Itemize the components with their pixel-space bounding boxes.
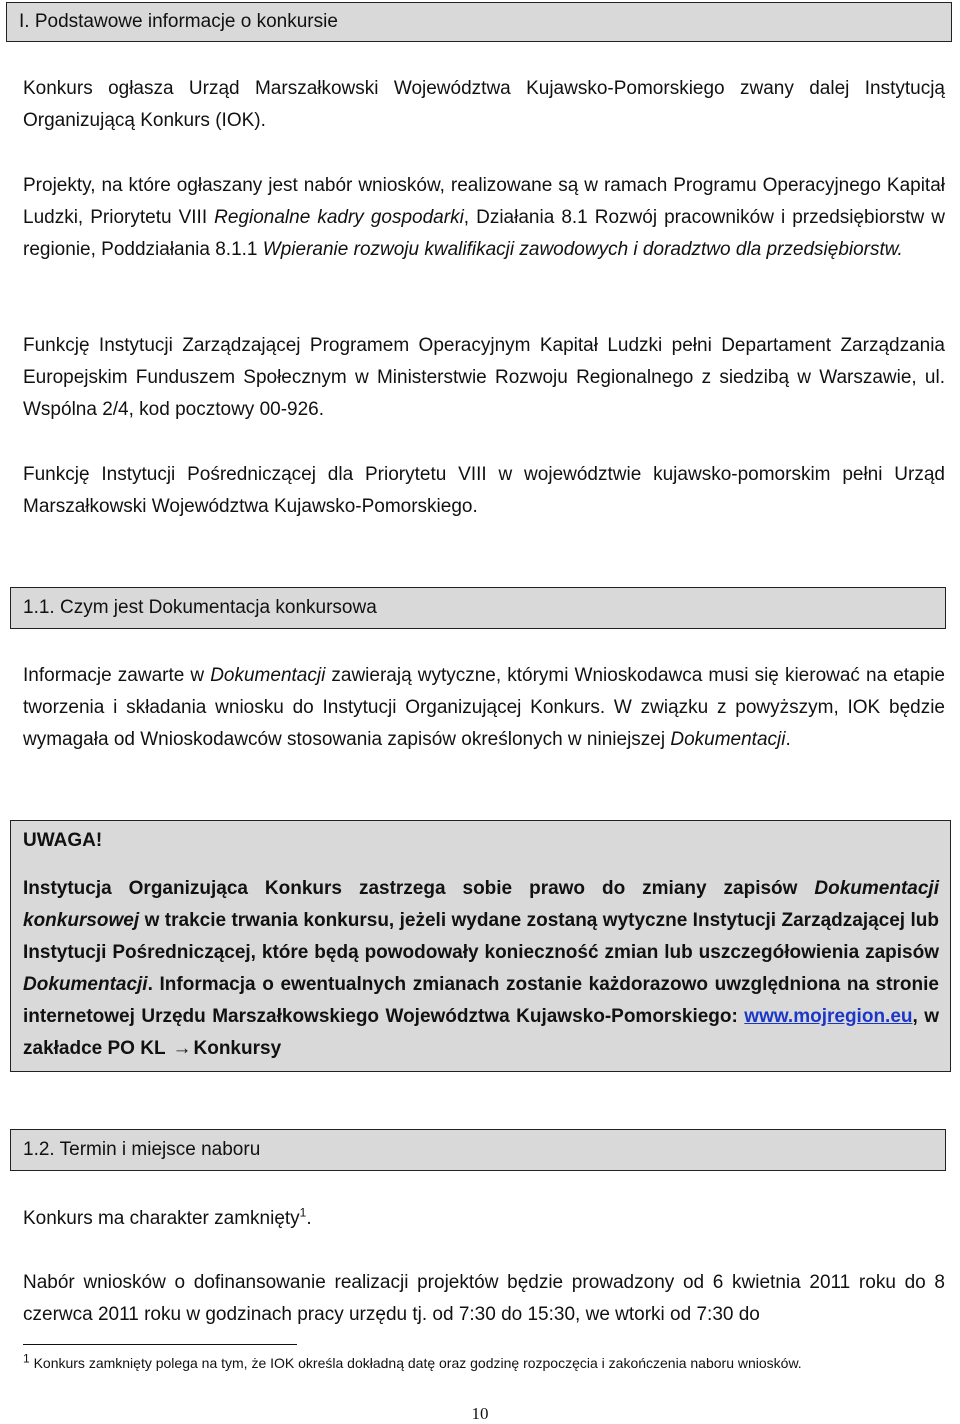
priority-name: Regionalne kadry gospodarki: [214, 207, 464, 228]
doc-italic-2: Dokumentacji: [670, 729, 786, 750]
paragraph-program: [23, 170, 945, 266]
doc-text-2: zawierają wytyczne, którymi Wnioskodawca musi się kierować na etapie tworzenia i składania wniosku do Instytucji Organizującej Konkurs. W związku z powyższym, IOK będzie wymagała od Wnioskodawców stosowania zapisów określonych w niniejszej: [23, 665, 945, 750]
warning-title: UWAGA!: [23, 830, 103, 851]
charakter-end: .: [306, 1208, 312, 1229]
warning-text-1: Instytucja Organizująca Konkurs zastrzega sobie prawo do zmiany zapisów: [23, 878, 815, 899]
warning-box: [10, 820, 951, 1072]
doc-text-1: Informacje zawarte w: [23, 665, 211, 686]
footnote-ref[interactable]: 1: [299, 1205, 307, 1220]
footnote-number: 1: [23, 1351, 30, 1366]
page-number: 10: [471, 1404, 489, 1423]
paragraph-dokumentacja: [23, 660, 945, 756]
section-header-dokumentacja: [10, 587, 946, 629]
subaction-name: Wpieranie rozwoju kwalifikacji zawodowych i doradztwo dla przedsiębiorstw.: [262, 239, 903, 260]
warning-body: [23, 873, 939, 1065]
warning-text-5: Konkursy: [193, 1038, 282, 1059]
paragraph-instytucja-zarzadzajaca: Funkcję Instytucji Zarządzającej Programem Operacyjnym Kapitał Ludzki pełni Departament Zarządzania Europejskim Funduszem Społecznym w Ministerstwie Rozwoju Regionalnego z siedzibą w Warszawie, ul. Wspólna 2/4, kod pocztowy 00-926.: [23, 335, 945, 420]
section-header-text: I. Podstawowe informacje o konkursie: [19, 11, 338, 32]
section-header-text: 1.2. Termin i miejsce naboru: [23, 1139, 261, 1160]
footnote: [23, 1351, 802, 1372]
section-header-termin: [10, 1129, 946, 1171]
warning-text-3: . Informacja o ewentualnych zmianach zostanie każdorazowo uwzględniona na stronie internetowej Urzędu Marszałkowskiego Województwa Kujawsko-Pomorskiego:: [23, 974, 939, 1027]
paragraph-charakter: [23, 1203, 945, 1235]
section-header-podstawowe-informacje: [6, 2, 952, 42]
paragraph-nabor: Nabór wniosków o dofinansowanie realizacji projektów będzie prowadzony od 6 kwietnia 2011 roku do 8 czerwca 2011 roku w godzinach pracy urzędu tj. od 7:30 do 15:30, we wtorki od 7:30 do: [23, 1272, 945, 1325]
charakter-text: Konkurs ma charakter zamknięty: [23, 1208, 300, 1229]
arrow-right-icon: →: [172, 1038, 192, 1059]
warning-italic-2: Dokumentacji: [23, 974, 148, 995]
warning-text-2: w trakcie trwania konkursu, jeżeli wydane zostaną wytyczne Instytucji Zarządzającej lub Instytucji Pośredniczącej, które będą powodowały konieczność zmian lub uszczegółowienia zapisów: [23, 910, 939, 963]
doc-text-3: .: [785, 729, 791, 750]
section-header-text: 1.1. Czym jest Dokumentacja konkursowa: [23, 597, 377, 618]
footnote-text: Konkurs zamknięty polega na tym, że IOK określa dokładną datę oraz godzinę rozpoczęcia i zakończenia naboru wniosków.: [29, 1355, 802, 1371]
mojregion-link[interactable]: www.mojregion.eu: [744, 1006, 913, 1027]
paragraph-instytucja-posredniczaca: Funkcję Instytucji Pośredniczącej dla Priorytetu VIII w województwie kujawsko-pomorskim pełni Urząd Marszałkowski Województwa Kujawsko-Pomorskiego.: [23, 464, 945, 517]
warning-italic-1: Dokumentacji konkursowej: [23, 878, 939, 931]
program-text-1: Projekty, na które ogłaszany jest nabór wniosków, realizowane są w ramach Programu Operacyjnego Kapitał Ludzki, Priorytetu VIII: [23, 175, 945, 228]
doc-italic-1: Dokumentacji: [210, 665, 326, 686]
paragraph-iok: Konkurs ogłasza Urząd Marszałkowski Województwa Kujawsko-Pomorskiego zwany dalej Instytucją Organizującą Konkurs (IOK).: [23, 78, 945, 131]
warning-text-4: , w zakładce PO KL: [23, 1006, 940, 1059]
program-text-2: , Działania 8.1 Rozwój pracowników i przedsiębiorstw w regionie, Poddziałania 8.1.1: [23, 207, 946, 260]
footnote-divider: [23, 1344, 297, 1345]
